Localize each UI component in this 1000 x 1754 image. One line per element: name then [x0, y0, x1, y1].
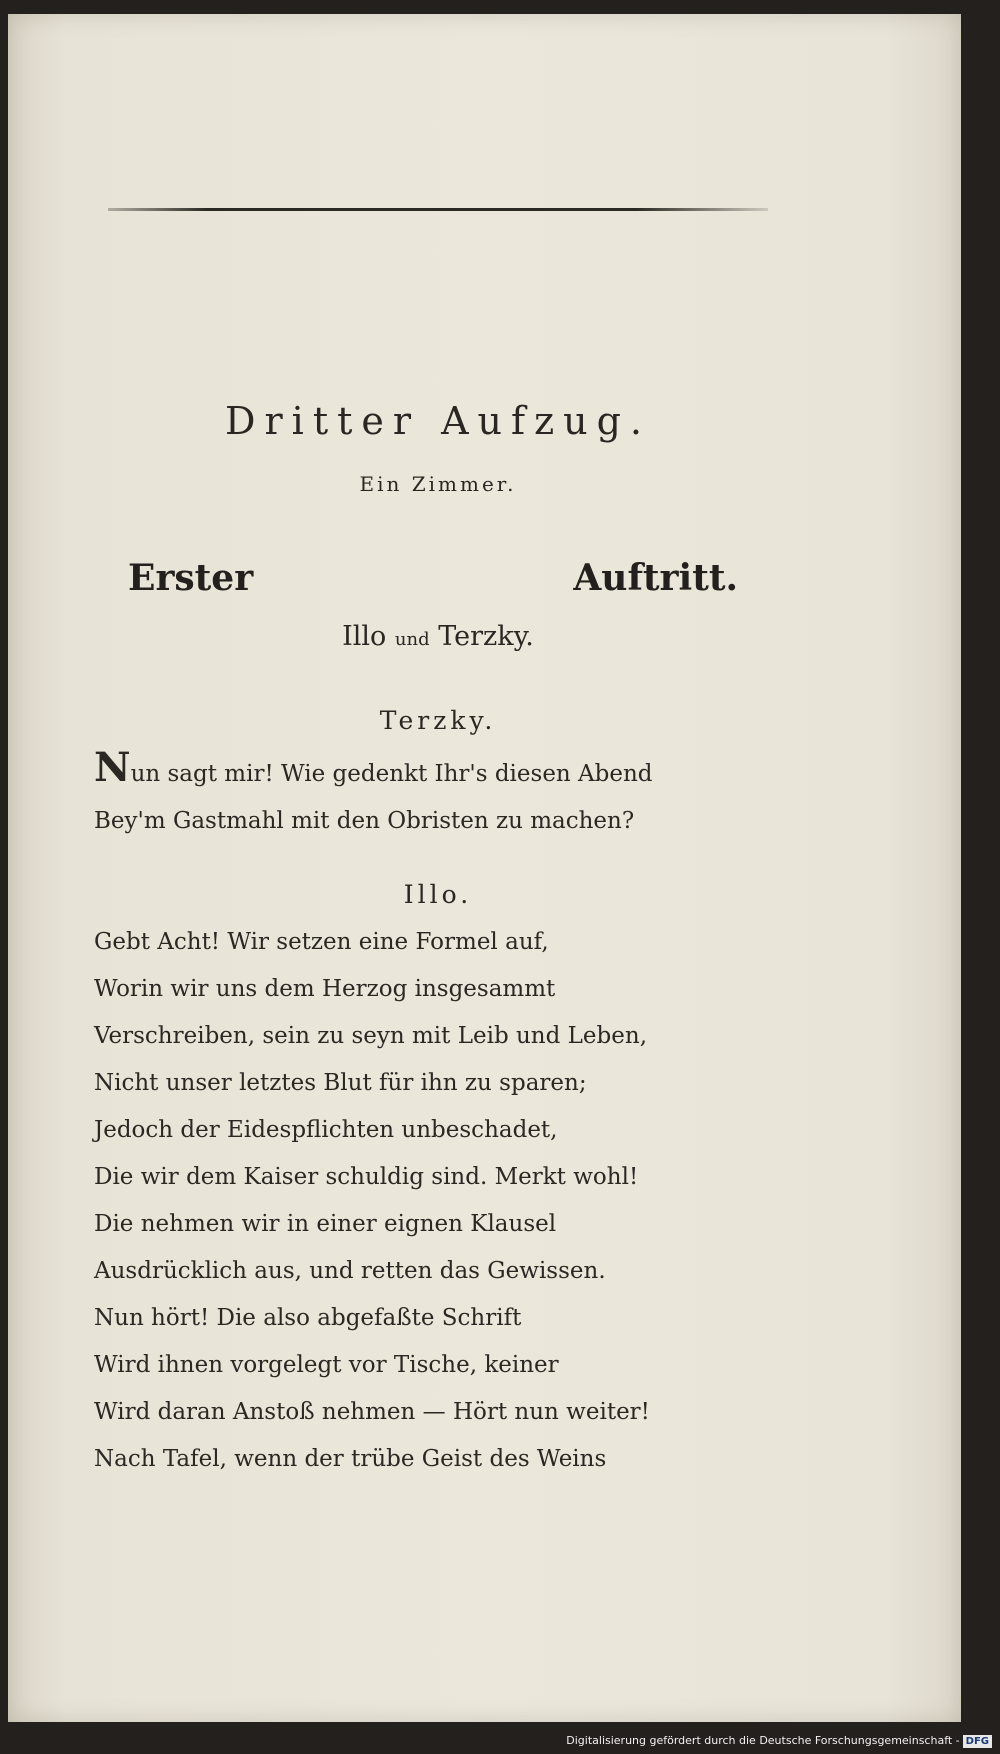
book-page — [8, 14, 961, 1722]
speaker-name: Illo. — [403, 880, 473, 909]
verse-line: Bey'm Gastmahl mit den Obristen zu machen? — [94, 808, 635, 834]
verse-line: Worin wir uns dem Herzog insgesammt — [94, 976, 556, 1002]
verse-line: Jedoch der Eidespflichten unbeschadet, — [94, 1117, 558, 1143]
scene-setting: Ein Zimmer. — [359, 472, 517, 496]
verse-line: Nach Tafel, wenn der trübe Geist des Weins — [94, 1446, 607, 1472]
characters-conjunction: und — [394, 629, 430, 650]
verse-line: Wird daran Anstoß nehmen — Hört nun weiter! — [94, 1399, 650, 1425]
verse-line: Nun hört! Die also abgefaßte Schrift — [94, 1305, 522, 1331]
credit-text: Digitalisierung gefördert durch die Deutsche Forschungsgemeinschaft - — [566, 1734, 960, 1747]
verse-line: Gebt Acht! Wir setzen eine Formel auf, — [94, 929, 549, 955]
character-name: Terzky. — [438, 621, 534, 652]
dfg-logo: DFG — [963, 1735, 992, 1748]
character-name: Illo — [342, 621, 387, 652]
verse-line: Nun sagt mir! Wie gedenkt Ihr's diesen Abend — [94, 744, 653, 791]
speech-lines — [94, 744, 653, 845]
drop-cap: N — [94, 744, 131, 791]
scene-title: Erster Auftritt. — [128, 557, 738, 599]
verse-line: Ausdrücklich aus, und retten das Gewissen. — [94, 1258, 606, 1284]
verse-line: Nicht unser letztes Blut für ihn zu sparen; — [94, 1070, 587, 1096]
speech-lines — [94, 919, 650, 1483]
speaker-name: Terzky. — [379, 706, 497, 735]
digitization-credit — [566, 1734, 992, 1748]
verse-line: Die nehmen wir in einer eignen Klausel — [94, 1211, 557, 1237]
verse-line: Die wir dem Kaiser schuldig sind. Merkt wohl! — [94, 1164, 639, 1190]
act-title: Dritter Aufzug. — [225, 399, 651, 443]
verse-line: Wird ihnen vorgelegt vor Tische, keiner — [94, 1352, 559, 1378]
verse-line: Verschreiben, sein zu seyn mit Leib und Leben, — [94, 1023, 647, 1049]
header-rule — [108, 208, 768, 211]
scene-characters — [8, 621, 868, 652]
